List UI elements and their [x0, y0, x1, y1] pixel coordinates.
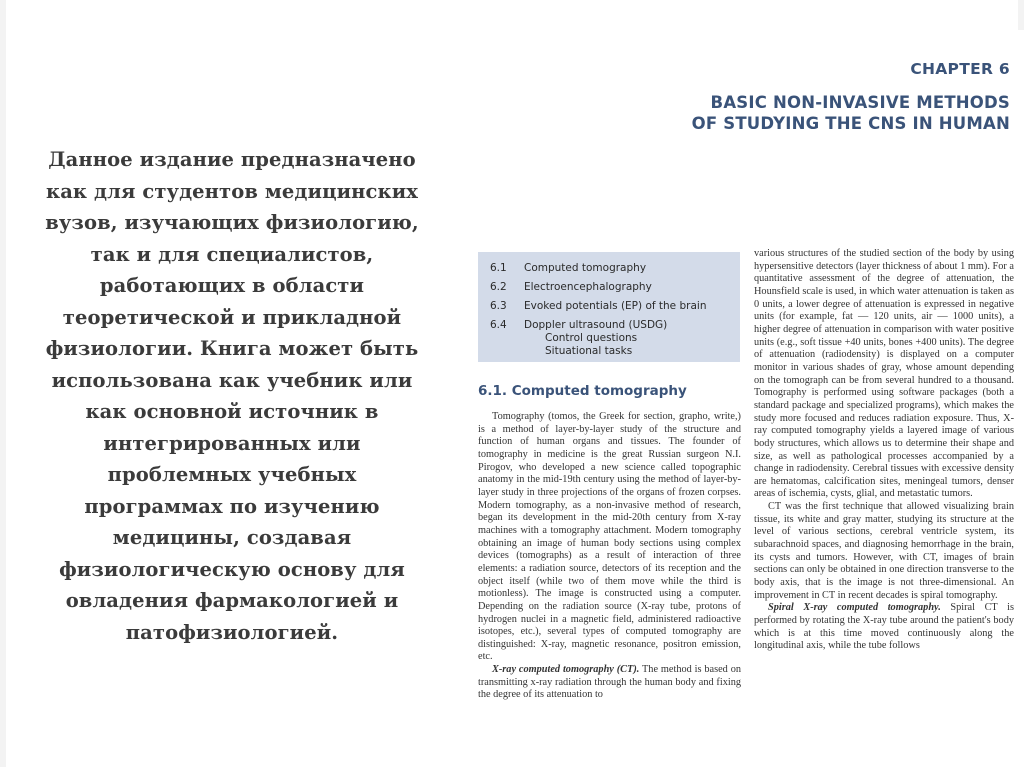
toc-label: Doppler ultrasound (USDG)	[524, 319, 668, 331]
paragraph: CT was the first technique that allowed visualizing brain tissue, its white and gray matter, studying its structure at the level of various sections, cerebral ventricle system, its subarachnoid spaces, and diagnosing hemorrhage in the brain, its cysts and tumors. However, with CT, images of brain sections can only be obtained in one direction transverse to the body axis, that is the image is not three-dimensional. An improvement in CT in recent decades is spiral tomography.	[754, 501, 1014, 601]
toc-item	[490, 281, 652, 293]
intro-line: овладения фармакологией и	[65, 589, 399, 612]
toc-item	[490, 319, 667, 331]
section-heading: 6.1. Computed tomography	[478, 383, 687, 399]
text-column-left	[478, 411, 741, 702]
paragraph: Tomography (tomos, the Greek for section, grapho, write,) is a method of layer-by-layer study of the structure and function of human organs and tissues. The founder of tomography in medicine is the great Russian surgeon N.I. Pirogov, who developed a new science called topographic anatomy in the mid-19th century using the method of layer-by-layer study in three projections of the organs of frozen corpses. Modern tomography, as a non-invasive method of research, began its development in the mid-20th century from X-ray machines with a tomography attachment. Modern tomography obtaining an image of human body sections using complex devices (tomographs) as a result of interaction of three elements: a radiation source, detectors of its reception and the object itself (while two of them move while the third is motionless). The image is constructed using a computer. Depending on the radiation source (X-ray tube, protons of hydrogen nuclei in a magnetic field, administered radioactive isotopes, etc.), several types of computed tomography are distinguished: X-ray, magnetic resonance, positron emission, etc.	[478, 411, 741, 663]
intro-line: физиологическую основу для	[59, 557, 405, 581]
book-page-image	[462, 30, 1024, 767]
toc-label: Computed tomography	[524, 262, 647, 274]
intro-line: медицины, создавая	[112, 526, 352, 549]
toc-label: Evoked potentials (EP) of the brain	[524, 300, 707, 312]
intro-line: как для студентов медицинских	[46, 179, 418, 203]
paragraph-lead: Spiral X-ray computed tomography.	[768, 602, 941, 614]
chapter-label: CHAPTER 6	[910, 60, 1010, 78]
paragraph	[754, 602, 1014, 653]
intro-line: вузов, изучающих физиологию,	[45, 211, 419, 234]
toc-number: 6.2	[490, 281, 507, 293]
intro-line: интегрированных или	[103, 431, 361, 455]
toc-item	[490, 262, 646, 274]
intro-line: патофизиологией.	[125, 620, 339, 644]
chapter-title	[692, 92, 1010, 134]
toc-item	[490, 300, 706, 312]
intro-line: проблемных учебных	[107, 463, 357, 486]
intro-line: так и для специалистов,	[90, 242, 374, 266]
intro-line: работающих в области	[99, 274, 365, 297]
toc-label: Electroencephalography	[524, 281, 652, 293]
text-column-right	[754, 248, 1014, 653]
toc-number: 6.4	[490, 319, 507, 331]
table-of-contents	[478, 252, 740, 362]
toc-number: 6.1	[490, 262, 507, 274]
toc-number: 6.3	[490, 300, 507, 312]
paragraph-lead: X-ray computed tomography (CT).	[492, 664, 640, 676]
paragraph	[478, 664, 741, 702]
paragraph: various structures of the studied section of the body by using hypersensitive detectors (layer thickness of about 1 mm). For a quantitative assessment of the degree of attenuation, the Hounsfield scale is used, in which water attenuation is taken as 0 units, a lower degree of attenuation is expressed in negative units (for example, fat — 120 units, air — 1000 units), a higher degree of attenuation in comparison with water positive units (e.g., soft tissue +40 units, bones +400 units). The degree of attenuation (radiodensity) is displayed on a computer monitor in various shades of gray, whose amount depending on the tomograph can be from several hundred to a thousand. Tomography is performed using software packages (both a standard package and specialized programs), which makes the study more focused and reduces radiation exposure. Thus, X-ray computed tomography yields a layered image of various body structures, which allows us to determine their shape and size, as well as pathological processes accompanied by a change in radiodensity. Cerebral tissues with excessive density are hematomas, calcification sites, meningeal tumors, denser areas of ischemia, cysts, glial, and metastatic tumors.	[754, 248, 1014, 500]
intro-line: программах по изучению	[84, 494, 380, 518]
chapter-title-line: OF STUDYING THE CNS IN HUMAN	[691, 114, 1010, 133]
intro-line: теоретической и прикладной	[62, 305, 402, 329]
intro-line: использована как учебник или	[51, 368, 413, 392]
toc-subitem: Situational tasks	[545, 345, 633, 357]
intro-line: Данное издание предназначено	[48, 148, 416, 171]
paragraph-text: Spiral CT is performed by rotating the X-ray tube around the patient's body which is at this time moved continuously along the longitudinal axis, while the tube follows	[754, 602, 1014, 652]
paragraph-text: The method is based on transmitting x-ray radiation through the human body and fixing the degree of its attenuation to	[478, 664, 741, 701]
toc-subitem: Control questions	[545, 332, 638, 344]
intro-text	[22, 144, 442, 648]
intro-line: физиологии. Книга может быть	[45, 337, 419, 360]
intro-line: как основной источник в	[85, 400, 379, 423]
chapter-title-line: BASIC NON-INVASIVE METHODS	[710, 93, 1010, 112]
